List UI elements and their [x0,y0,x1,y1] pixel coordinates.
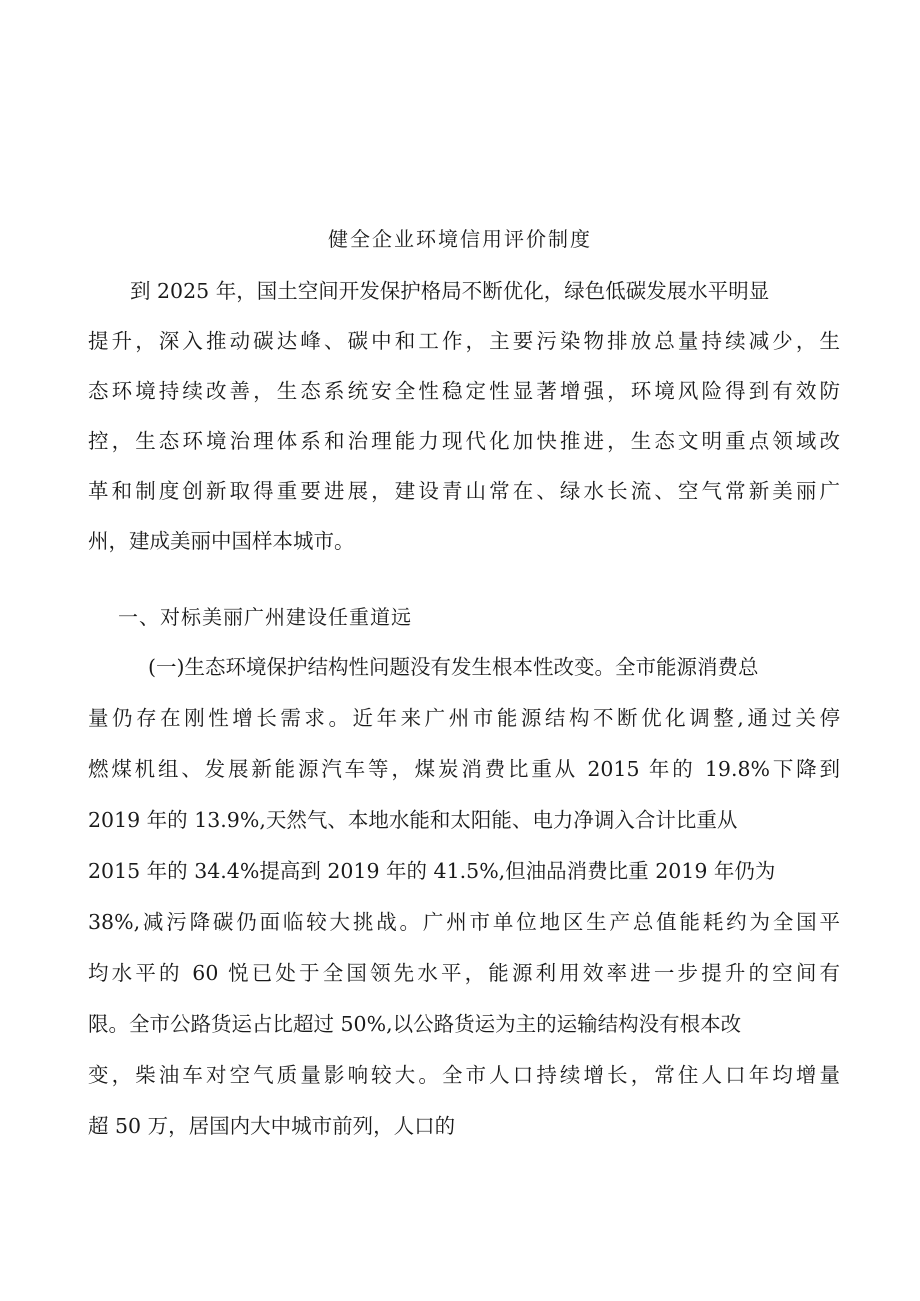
paragraph-1-line: 控，生态环境治理体系和治理能力现代化加快推进，生态文明重点领域改 [88,429,840,453]
document-title: 健全企业环境信用评价制度 [328,227,592,251]
paragraph-2-line: 2015 年的 34.4%提高到 2019 年的 41.5%,但油品消费比重 2019 年仍为 [88,859,776,883]
paragraph-1-line: 提升，深入推动碳达峰、碳中和工作，主要污染物排放总量持续减少，生 [88,329,840,353]
paragraph-1-line: 州，建成美丽中国样本城市。 [88,529,355,553]
paragraph-1-line: 态环境持续改善，生态系统安全性稳定性显著增强，环境风险得到有效防 [88,379,840,403]
paragraph-2-line: 均水平的 60 悦已处于全国领先水平，能源利用效率进一步提升的空间有 [88,961,840,985]
paragraph-1-line: 到 2025 年，国土空间开发保护格局不断优化，绿色低碳发展水平明显 [130,279,770,303]
paragraph-2-line: 2019 年的 13.9%,天然气、本地水能和太阳能、电力净调入合计比重从 [88,808,738,832]
paragraph-2-line: 变，柴油车对空气质量影响较大。全市人口持续增长，常住人口年均增量 [88,1063,840,1087]
paragraph-2-line: 燃煤机组、发展新能源汽车等，煤炭消费比重从 2015 年的 19.8%下降到 [88,757,840,781]
paragraph-1-line: 革和制度创新取得重要进展，建设青山常在、绿水长流、空气常新美丽广 [88,479,840,503]
paragraph-2-line: (一)生态环境保护结构性问题没有发生根本性改变。全市能源消费总 [148,655,759,679]
section-heading: 一、对标美丽广州建设任重道远 [118,605,412,629]
paragraph-2-line: 38%,减污降碳仍面临较大挑战。广州市单位地区生产总值能耗约为全国平 [88,910,840,934]
paragraph-2-line: 超 50 万，居国内大中城市前列，人口的 [88,1114,456,1138]
paragraph-2-line: 限。全市公路货运占比超过 50%,以公路货运为主的运输结构没有根本改 [88,1012,742,1036]
paragraph-2-line: 量仍存在刚性增长需求。近年来广州市能源结构不断优化调整,通过关停 [88,706,840,730]
